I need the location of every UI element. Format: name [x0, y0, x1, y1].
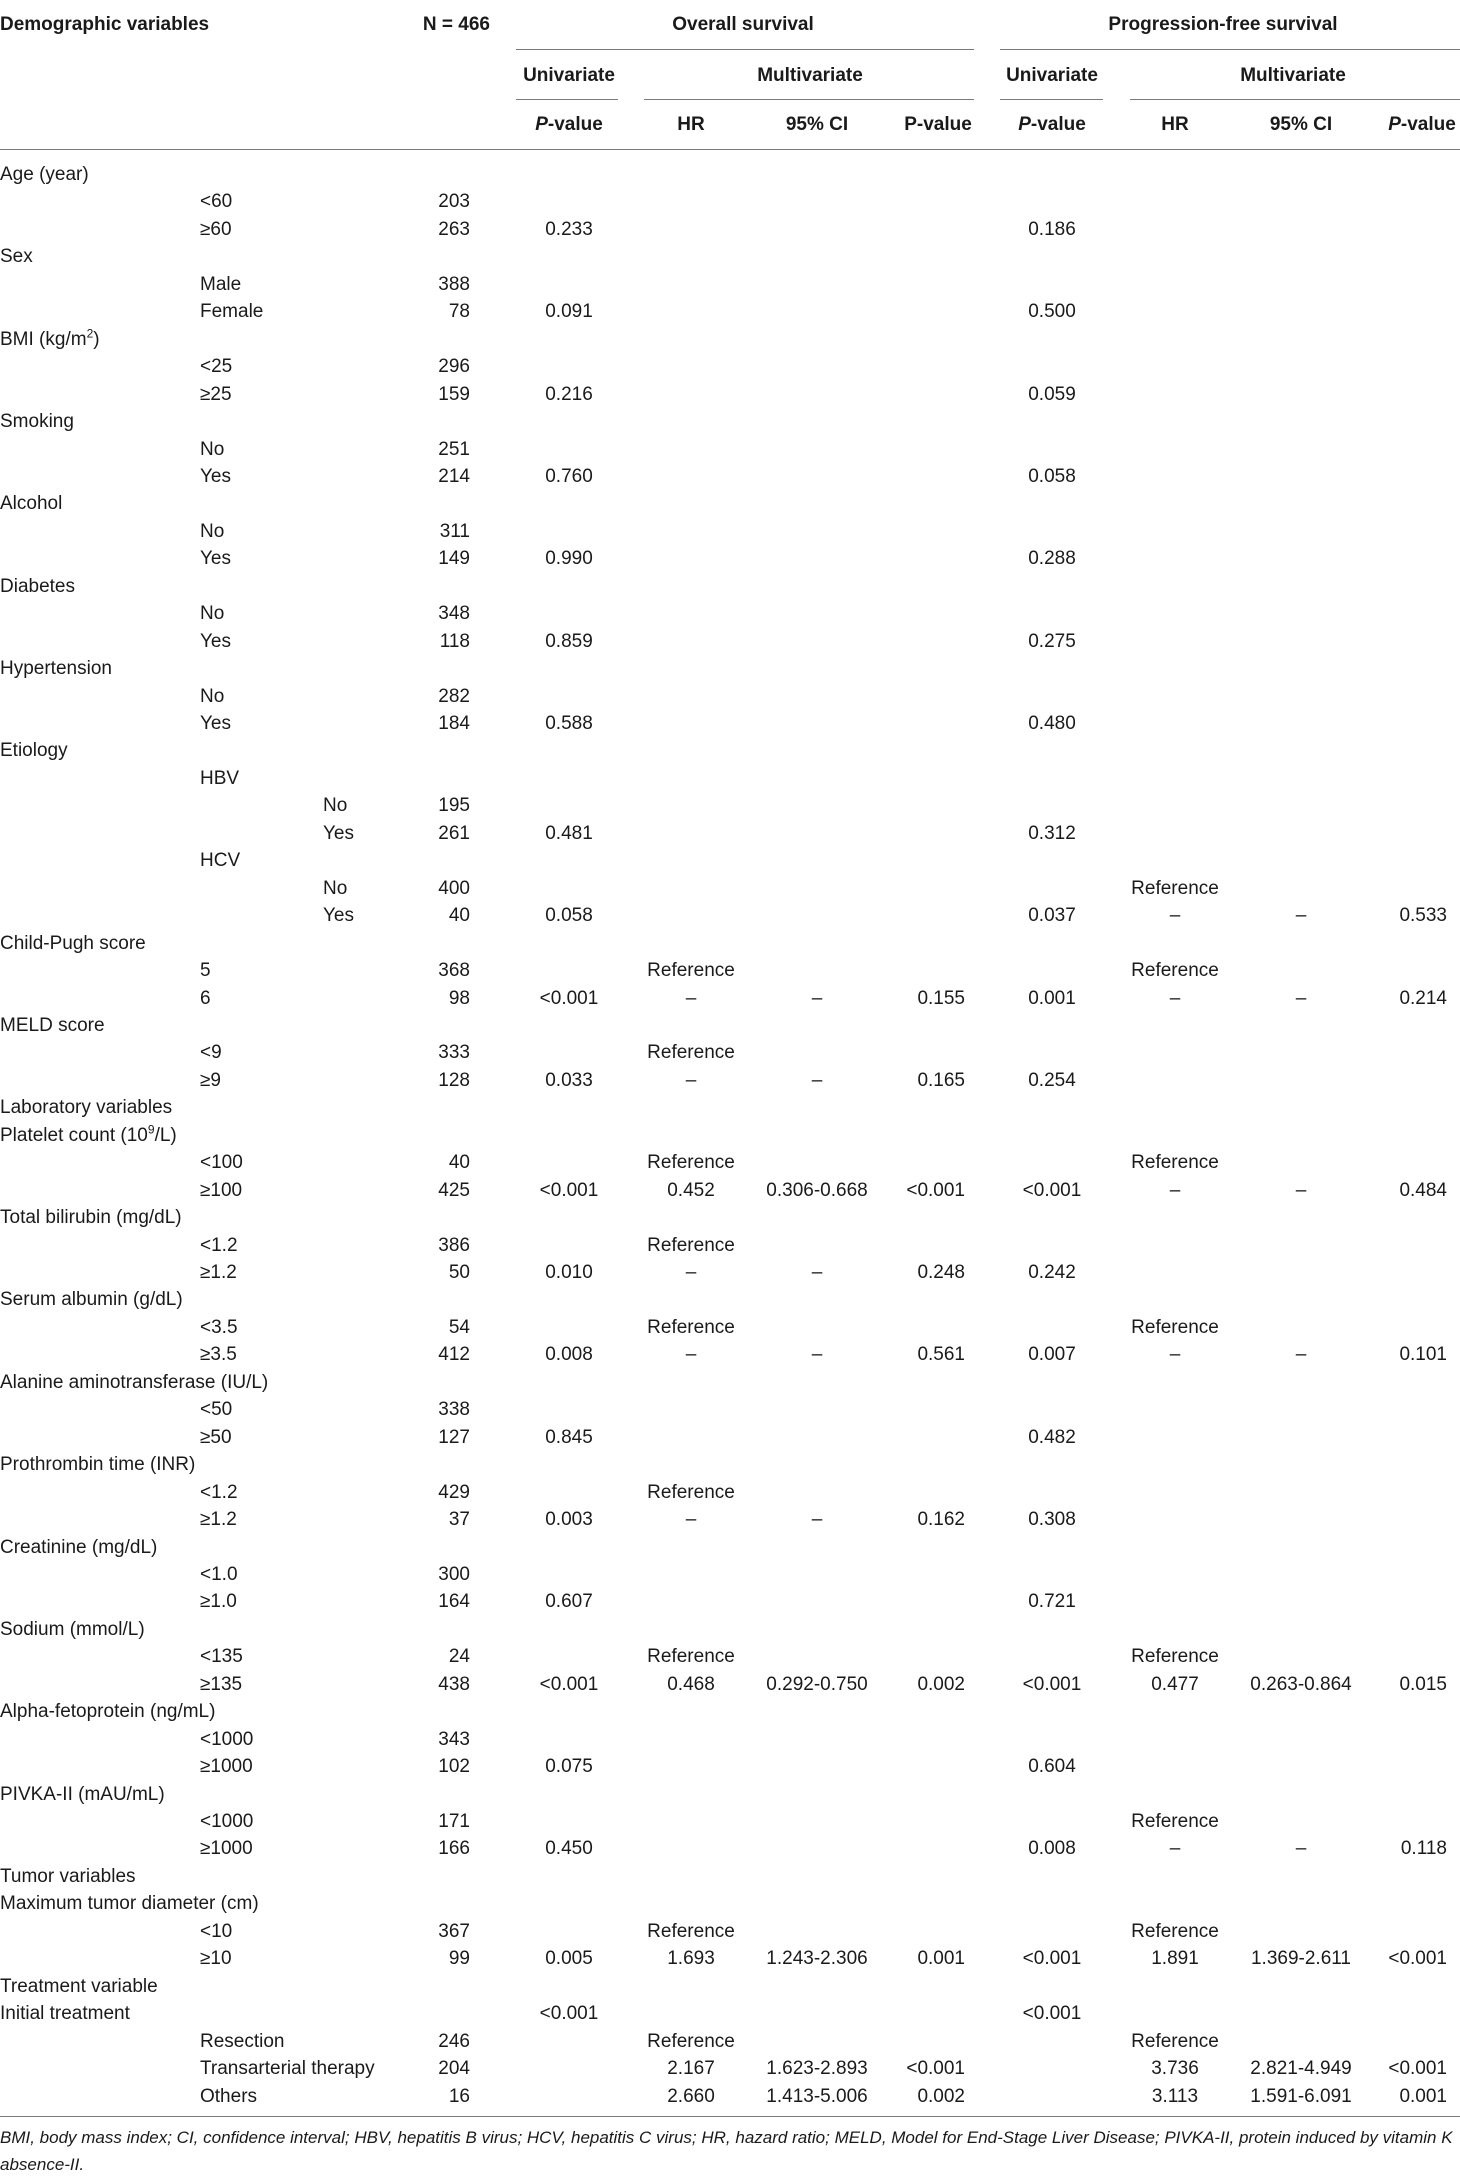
rule-pfs-span [1000, 49, 1460, 50]
os-univariate-p-cell: <0.001 [539, 2003, 599, 2025]
pfs-hr-cell: Reference [1131, 1316, 1219, 1338]
count-cell: 438 [438, 1673, 470, 1695]
count-cell: 246 [438, 2030, 470, 2052]
pfs-univariate-p-cell: 0.308 [1028, 1509, 1076, 1531]
row-label: Age (year) [0, 164, 89, 185]
row-label: Yes [200, 630, 231, 652]
pfs-hr-cell: Reference [1131, 2030, 1219, 2052]
pfs-ci-cell: – [1295, 905, 1307, 927]
header-pfs-multivariate: Multivariate [1240, 65, 1346, 86]
count-cell: 388 [438, 273, 470, 295]
row-label: ≥135 [200, 1673, 243, 1695]
row-label: Initial treatment [0, 2003, 130, 2025]
row-label: No [323, 795, 348, 817]
header-progression-free-survival: Progression-free survival [1108, 14, 1338, 35]
row-label: Treatment variable [0, 1975, 158, 1997]
os-hr-cell: Reference [647, 1316, 735, 1338]
pfs-ci-cell: 0.263-0.864 [1250, 1673, 1352, 1695]
count-cell: 102 [438, 1756, 470, 1778]
os-hr-cell: 2.167 [667, 2058, 715, 2080]
os-hr-cell: 1.693 [667, 1948, 715, 1970]
pfs-ci-cell: – [1295, 987, 1307, 1009]
os-univariate-p-cell: 0.010 [545, 1262, 593, 1283]
header-os-uni-pvalue: P-value [535, 114, 603, 135]
pfs-hr-cell: Reference [1131, 877, 1219, 899]
row-label: Child-Pugh score [0, 932, 146, 954]
os-univariate-p-cell: 0.008 [545, 1344, 593, 1366]
row-label: Total bilirubin (mg/dL) [0, 1207, 182, 1229]
pfs-univariate-p-cell: 0.007 [1028, 1344, 1076, 1366]
row-label: Others [200, 2085, 258, 2107]
pfs-hr-cell: Reference [1131, 1646, 1219, 1668]
os-p-cell: 0.248 [917, 1262, 965, 1283]
row-label: <1.0 [200, 1563, 238, 1585]
row-label: <1.2 [200, 1234, 238, 1256]
header-demographic: Demographic variables [0, 14, 210, 35]
os-univariate-p-cell: 0.450 [545, 1838, 593, 1860]
header-os-univariate: Univariate [523, 65, 615, 86]
os-hr-cell: – [685, 1262, 697, 1283]
pfs-univariate-p-cell: 0.312 [1028, 822, 1076, 844]
pfs-p-cell: 0.533 [1399, 905, 1447, 927]
count-cell: 128 [438, 1069, 470, 1091]
rule-table-bottom [0, 2116, 1460, 2117]
os-hr-cell: – [685, 1344, 697, 1366]
pfs-hr-cell: – [1169, 987, 1181, 1009]
row-label: No [200, 520, 225, 542]
os-hr-cell: Reference [647, 1646, 735, 1668]
pfs-p-cell: 0.015 [1399, 1673, 1447, 1695]
count-cell: 368 [438, 960, 470, 982]
os-ci-cell: – [811, 1344, 823, 1366]
count-cell: 282 [438, 685, 470, 707]
count-cell: 37 [448, 1509, 470, 1531]
count-cell: 184 [438, 713, 470, 734]
pfs-univariate-p-cell: <0.001 [1022, 1948, 1082, 1970]
count-cell: 333 [438, 1042, 470, 1064]
count-cell: 98 [448, 987, 470, 1009]
os-ci-cell: 1.413-5.006 [766, 2085, 868, 2107]
row-label: No [200, 603, 225, 625]
row-label: Creatinine (mg/dL) [0, 1536, 158, 1558]
os-p-cell: <0.001 [906, 1179, 965, 1201]
row-label: ≥9 [200, 1069, 221, 1091]
row-label: HBV [200, 767, 240, 789]
pfs-hr-cell: – [1169, 1179, 1181, 1201]
os-hr-cell: Reference [647, 2030, 735, 2052]
row-label: ≥10 [200, 1948, 232, 1970]
row-label: Male [200, 273, 242, 295]
pfs-univariate-p-cell: <0.001 [1022, 1179, 1082, 1201]
os-hr-cell: Reference [647, 1042, 735, 1064]
pfs-univariate-p-cell: 0.500 [1028, 301, 1076, 323]
os-p-cell: 0.162 [917, 1509, 965, 1531]
pfs-p-cell: 0.214 [1399, 987, 1447, 1009]
row-label: <10 [200, 1920, 233, 1942]
count-cell: 311 [439, 520, 470, 542]
pfs-p-cell: 0.001 [1399, 2085, 1447, 2107]
os-hr-cell: Reference [647, 1152, 735, 1174]
count-cell: 400 [438, 877, 470, 899]
row-label: Etiology [0, 740, 68, 762]
row-label: <60 [200, 191, 233, 213]
pfs-p-cell: 0.101 [1399, 1344, 1447, 1366]
header-os-pvalue: P-value [904, 114, 972, 135]
row-label: <1000 [200, 1728, 254, 1750]
row-label: ≥100 [200, 1179, 243, 1201]
count-cell: 40 [448, 905, 470, 927]
row-label: ≥3.5 [200, 1344, 237, 1366]
count-cell: 118 [439, 630, 470, 652]
os-p-cell: 0.561 [917, 1344, 965, 1366]
count-cell: 166 [438, 1838, 470, 1860]
os-univariate-p-cell: 0.005 [545, 1948, 593, 1970]
count-cell: 367 [438, 1920, 470, 1942]
count-cell: 195 [438, 795, 470, 817]
rule-os-span [516, 49, 974, 50]
os-hr-cell: – [685, 987, 697, 1009]
pfs-ci-cell: 1.591-6.091 [1250, 2085, 1352, 2107]
count-cell: 343 [438, 1728, 470, 1750]
os-univariate-p-cell: <0.001 [539, 1673, 599, 1695]
pfs-univariate-p-cell: 0.721 [1028, 1591, 1076, 1613]
count-cell: 40 [448, 1152, 470, 1174]
os-hr-cell: – [685, 1069, 697, 1091]
pfs-hr-cell: – [1169, 1344, 1181, 1366]
rule-os-multi [644, 99, 974, 100]
pfs-hr-cell: Reference [1131, 1811, 1219, 1832]
row-label: Prothrombin time (INR) [0, 1454, 196, 1476]
row-label: Maximum tumor diameter (cm) [0, 1893, 259, 1915]
pfs-univariate-p-cell: <0.001 [1022, 1673, 1082, 1695]
pfs-ci-cell: – [1295, 1838, 1307, 1860]
row-label: Yes [200, 713, 231, 734]
row-label: Transarterial therapy [200, 2058, 375, 2080]
os-univariate-p-cell: <0.001 [539, 987, 599, 1009]
os-univariate-p-cell: 0.588 [545, 713, 593, 734]
row-label: <50 [200, 1399, 233, 1421]
pfs-hr-cell: – [1169, 905, 1181, 927]
row-label: Sodium (mmol/L) [0, 1618, 145, 1640]
pfs-p-cell: <0.001 [1388, 2058, 1447, 2080]
count-cell: 263 [438, 218, 470, 240]
count-cell: 429 [438, 1481, 470, 1503]
row-label: Smoking [0, 411, 74, 433]
os-hr-cell: Reference [647, 960, 735, 982]
pfs-univariate-p-cell: 0.058 [1028, 465, 1076, 487]
pfs-univariate-p-cell: 0.480 [1028, 713, 1076, 734]
row-label: No [200, 685, 225, 707]
os-hr-cell: 2.660 [667, 2085, 715, 2107]
os-p-cell: 0.155 [917, 987, 965, 1009]
os-ci-cell: – [811, 1069, 823, 1091]
row-label: Alanine aminotransferase (IU/L) [0, 1371, 269, 1393]
row-label: Sex [0, 246, 33, 268]
row-label: 5 [200, 960, 211, 982]
os-univariate-p-cell: 0.481 [545, 822, 593, 844]
row-label: <3.5 [200, 1316, 238, 1338]
row-label: ≥1.0 [200, 1591, 237, 1613]
header-os-hr: HR [677, 114, 705, 135]
row-label: Hypertension [0, 658, 112, 680]
header-pfs-univariate: Univariate [1006, 65, 1098, 86]
count-cell: 24 [448, 1646, 470, 1668]
rule-pfs-multi [1130, 99, 1460, 100]
row-label: Tumor variables [0, 1865, 136, 1887]
row-label: <135 [200, 1646, 243, 1668]
pfs-hr-cell: 3.736 [1151, 2058, 1199, 2080]
pfs-univariate-p-cell: 0.186 [1028, 218, 1076, 240]
os-univariate-p-cell: 0.033 [545, 1069, 593, 1091]
row-label: Resection [200, 2030, 285, 2052]
pfs-univariate-p-cell: 0.275 [1028, 630, 1076, 652]
os-univariate-p-cell: 0.845 [545, 1426, 593, 1448]
os-ci-cell: – [811, 1262, 823, 1283]
pfs-univariate-p-cell: <0.001 [1022, 2003, 1082, 2025]
os-p-cell: 0.002 [917, 1673, 965, 1695]
pfs-univariate-p-cell: 0.242 [1028, 1262, 1076, 1283]
row-label: ≥1000 [200, 1838, 253, 1860]
count-cell: 54 [448, 1316, 470, 1338]
count-cell: 261 [438, 822, 470, 844]
pfs-hr-cell: 3.113 [1151, 2085, 1199, 2107]
count-cell: 386 [438, 1234, 470, 1256]
row-label: Serum albumin (g/dL) [0, 1289, 183, 1311]
os-ci-cell: 0.292-0.750 [766, 1673, 868, 1695]
pfs-univariate-p-cell: 0.008 [1028, 1838, 1076, 1860]
row-label: <100 [200, 1152, 243, 1174]
os-univariate-p-cell: 0.058 [545, 905, 593, 927]
os-hr-cell: 0.468 [667, 1673, 715, 1695]
row-label: Yes [323, 905, 354, 927]
row-label: ≥1.2 [200, 1509, 237, 1531]
row-label: Female [200, 301, 264, 323]
header-pfs-pvalue: P-value [1388, 114, 1456, 135]
row-label: Alcohol [0, 493, 63, 515]
count-cell: 338 [438, 1399, 470, 1421]
pfs-univariate-p-cell: 0.037 [1028, 905, 1076, 927]
pfs-p-cell: 0.118 [1400, 1838, 1447, 1860]
count-cell: 127 [438, 1426, 470, 1448]
os-ci-cell: 0.306-0.668 [766, 1179, 868, 1201]
count-cell: 203 [438, 191, 470, 213]
pfs-p-cell: <0.001 [1388, 1948, 1447, 1970]
pfs-p-cell: 0.484 [1399, 1179, 1447, 1201]
count-cell: 214 [438, 465, 470, 487]
row-label: ≥60 [200, 218, 232, 240]
pfs-univariate-p-cell: 0.482 [1028, 1426, 1076, 1448]
os-ci-cell: 1.243-2.306 [766, 1948, 868, 1970]
header-os-ci: 95% CI [785, 114, 849, 135]
pfs-hr-cell: – [1169, 1838, 1181, 1860]
row-label: ≥1000 [200, 1756, 253, 1778]
pfs-ci-cell: – [1295, 1344, 1307, 1366]
os-univariate-p-cell: 0.075 [545, 1756, 593, 1778]
os-univariate-p-cell: 0.859 [545, 630, 593, 652]
os-hr-cell: 0.452 [667, 1179, 715, 1201]
count-cell: 204 [438, 2058, 470, 2080]
os-ci-cell: 1.623-2.893 [766, 2058, 868, 2080]
header-n: N = 466 [422, 14, 490, 35]
header-os-multivariate: Multivariate [757, 65, 863, 86]
row-label: BMI $(kg/m^2)$ [0, 326, 100, 350]
row-label: Laboratory variables [0, 1097, 173, 1119]
os-univariate-p-cell: 0.990 [545, 548, 593, 570]
row-label: <1.2 [200, 1481, 238, 1503]
count-cell: 99 [448, 1948, 470, 1970]
count-cell: 16 [448, 2085, 470, 2107]
pfs-ci-cell: 2.821-4.949 [1250, 2058, 1352, 2080]
pfs-hr-cell: Reference [1131, 960, 1219, 982]
row-label: HCV [200, 850, 241, 872]
os-p-cell: 0.002 [917, 2085, 965, 2107]
row-label: ≥25 [200, 383, 232, 405]
os-ci-cell: – [811, 987, 823, 1009]
table-footnote: BMI, body mass index; CI, confidence interval; HBV, hepatitis B virus; HCV, hepatitis C virus; HR, hazard ratio; MELD, Model for End-Stage Liver Disease; PIVKA-II, protein induced by vitamin K absence-II. [0, 2128, 1453, 2174]
row-label: <1000 [200, 1811, 254, 1832]
count-cell: 425 [438, 1179, 470, 1201]
header-pfs-hr: HR [1161, 114, 1189, 135]
pfs-ci-cell: 1.369-2.611 [1250, 1948, 1352, 1970]
os-univariate-p-cell: 0.091 [545, 301, 593, 323]
os-univariate-p-cell: 0.003 [545, 1509, 593, 1531]
header-overall-survival: Overall survival [672, 14, 814, 35]
os-p-cell: <0.001 [906, 2058, 965, 2080]
row-label: Yes [200, 465, 231, 487]
row-label: MELD score [0, 1014, 105, 1036]
count-cell: 149 [438, 548, 470, 570]
row-label: Yes [323, 822, 354, 844]
row-label: No [323, 877, 348, 899]
row-label: Diabetes [0, 575, 75, 597]
count-cell: 300 [438, 1563, 470, 1585]
os-hr-cell: Reference [647, 1481, 735, 1503]
pfs-hr-cell: Reference [1131, 1152, 1219, 1174]
os-ci-cell: – [811, 1509, 823, 1531]
count-cell: 50 [448, 1262, 470, 1283]
count-cell: 412 [438, 1344, 470, 1366]
row-label: ≥50 [200, 1426, 232, 1448]
row-label: No [200, 438, 225, 460]
os-p-cell: 0.165 [917, 1069, 965, 1091]
row-label: <9 [200, 1042, 222, 1064]
row-label: ≥1.2 [200, 1262, 237, 1283]
count-cell: 348 [438, 603, 470, 625]
pfs-univariate-p-cell: 0.604 [1028, 1756, 1076, 1778]
header-pfs-uni-pvalue: P-value [1018, 114, 1086, 135]
row-label: 6 [200, 987, 211, 1009]
row-label: Alpha-fetoprotein (ng/mL) [0, 1701, 216, 1723]
pfs-ci-cell: – [1295, 1179, 1307, 1201]
pfs-hr-cell: Reference [1131, 1920, 1219, 1942]
pfs-hr-cell: 1.891 [1151, 1948, 1199, 1970]
os-hr-cell: – [685, 1509, 697, 1531]
pfs-hr-cell: 0.477 [1151, 1673, 1199, 1695]
count-cell: 171 [438, 1811, 470, 1832]
header-pfs-ci: 95% CI [1269, 114, 1333, 135]
os-p-cell: 0.001 [917, 1948, 965, 1970]
count-cell: 78 [448, 301, 470, 323]
row-label: <25 [200, 356, 233, 378]
pfs-univariate-p-cell: 0.288 [1028, 548, 1076, 570]
pfs-univariate-p-cell: 0.254 [1028, 1069, 1076, 1091]
row-label: PIVKA-II (mAU/mL) [0, 1783, 165, 1805]
count-cell: 296 [438, 356, 470, 378]
rule-header-bottom [0, 149, 1460, 150]
os-univariate-p-cell: 0.216 [545, 383, 593, 405]
count-cell: 159 [438, 383, 470, 405]
os-univariate-p-cell: <0.001 [539, 1179, 599, 1201]
count-cell: 251 [438, 438, 470, 460]
os-hr-cell: Reference [647, 1920, 735, 1942]
os-univariate-p-cell: 0.607 [545, 1591, 593, 1613]
rule-os-uni [516, 99, 618, 100]
pfs-univariate-p-cell: 0.059 [1028, 383, 1076, 405]
os-univariate-p-cell: 0.233 [545, 218, 593, 240]
os-univariate-p-cell: 0.760 [545, 465, 593, 487]
rule-pfs-uni [1000, 99, 1103, 100]
pfs-univariate-p-cell: 0.001 [1028, 987, 1076, 1009]
count-cell: 164 [438, 1591, 470, 1613]
os-hr-cell: Reference [647, 1234, 735, 1256]
row-label: Yes [200, 548, 231, 570]
row-label: Platelet count $(10^9/L)$ [0, 1122, 177, 1146]
